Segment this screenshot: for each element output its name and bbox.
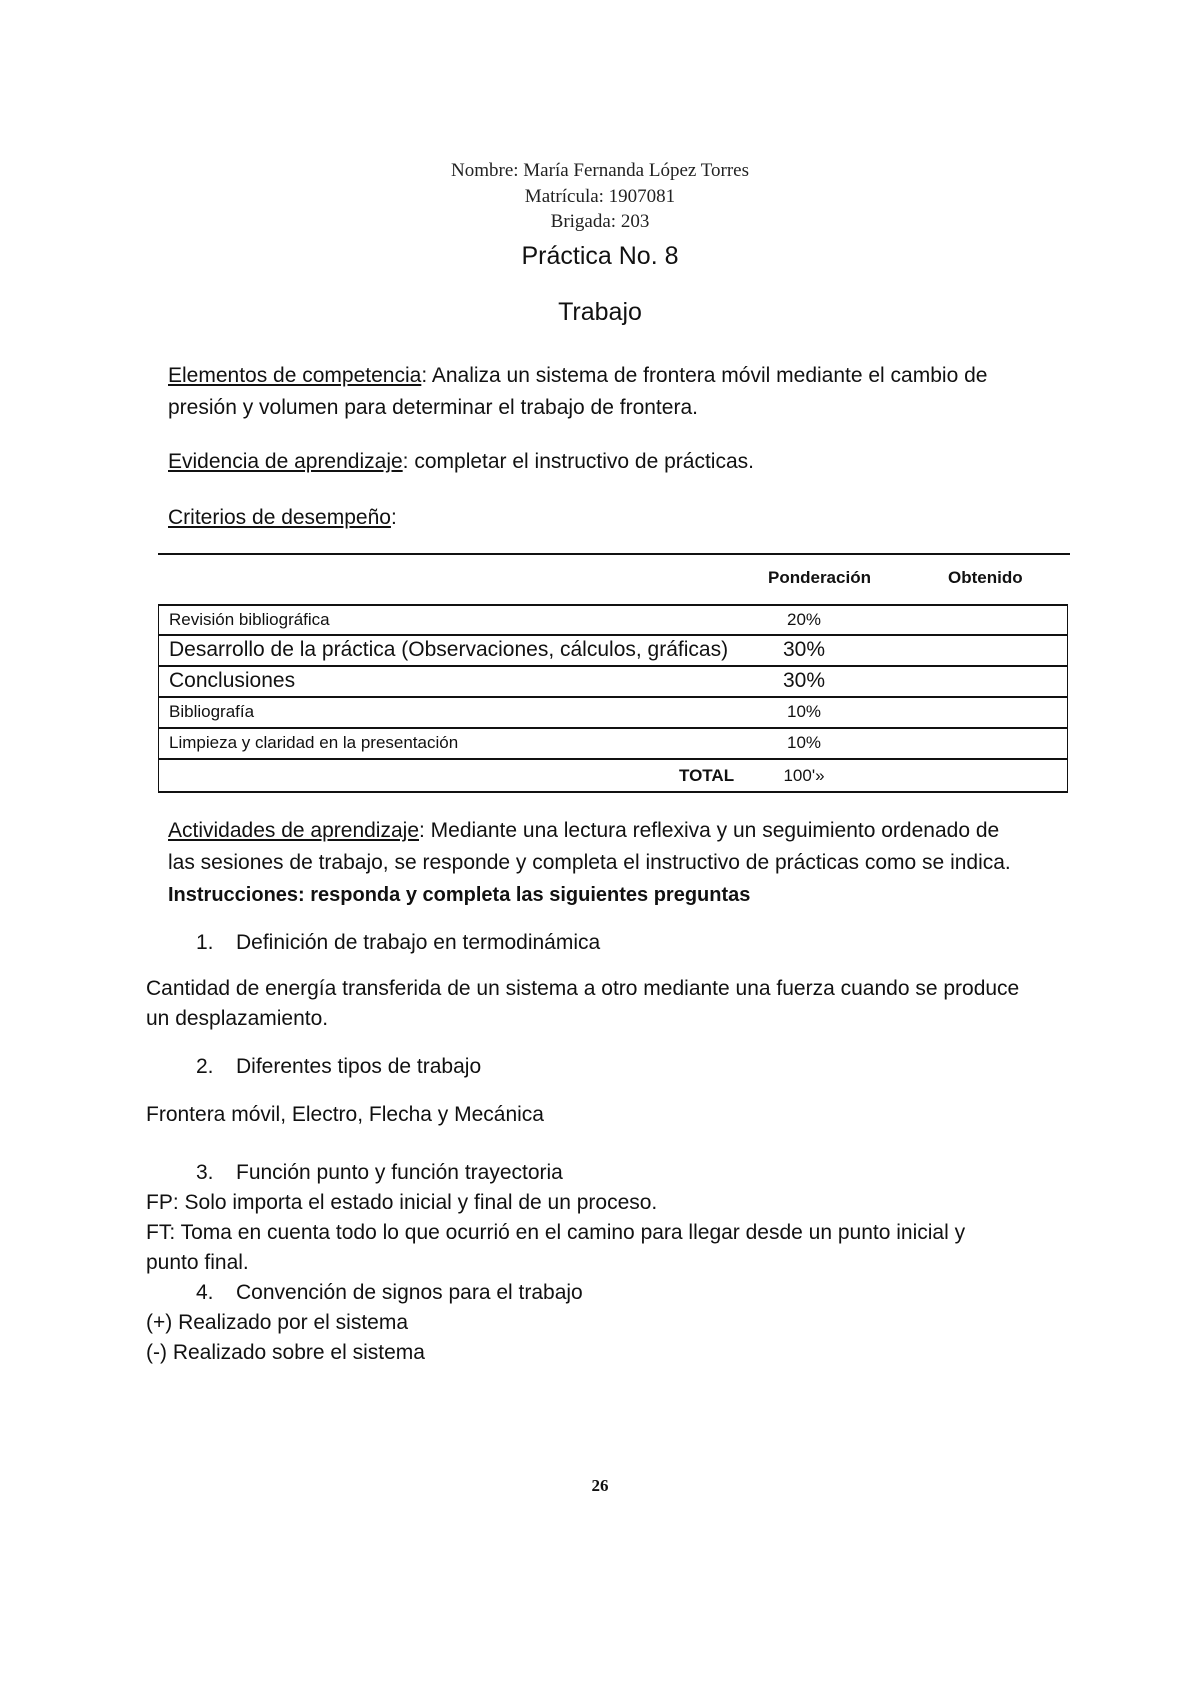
total-label: TOTAL <box>679 766 735 785</box>
criterios-label: Criterios de desempeño <box>168 506 391 529</box>
table-row <box>158 606 1068 636</box>
student-id: Matrícula: 1907081 <box>524 186 676 207</box>
answer-line: FP: Solo importa el estado inicial y final de un proceso. <box>146 1191 658 1214</box>
row-value: 20% <box>786 610 822 629</box>
question-number: 4. <box>196 1281 214 1304</box>
criterios-colon: : <box>390 506 397 529</box>
answer-1 <box>146 974 1086 1034</box>
col-header-ponderacion: Ponderación <box>768 568 871 587</box>
question-3 <box>196 1158 563 1188</box>
brigade: Brigada: 203 <box>550 211 650 232</box>
question-text: Función punto y función trayectoria <box>236 1161 563 1184</box>
answer-line: FT: Toma en cuenta todo lo que ocurrió en el camino para llegar desde un punto inicial y <box>146 1221 966 1244</box>
answer-line: (-) Realizado sobre el sistema <box>146 1341 425 1364</box>
table-row <box>158 729 1068 760</box>
page-subtitle: Trabajo <box>558 298 642 326</box>
student-name: Nombre: María Fernanda López Torres <box>451 160 749 181</box>
question-4 <box>196 1278 583 1308</box>
question-number: 2. <box>196 1055 214 1078</box>
table-row <box>158 698 1068 729</box>
answer-line: punto final. <box>146 1251 249 1274</box>
table-total-row <box>158 760 1068 793</box>
row-value: 10% <box>786 733 822 752</box>
row-label: Limpieza y claridad en la presentación <box>169 733 459 752</box>
question-text: Definición de trabajo en termodinámica <box>236 931 601 954</box>
row-label: Bibliografía <box>169 702 255 721</box>
table-row <box>158 667 1068 698</box>
answer-3 <box>146 1188 1086 1278</box>
question-2 <box>196 1052 481 1082</box>
actividades-label: Actividades de aprendizaje <box>168 819 419 842</box>
answer-line: Frontera móvil, Electro, Flecha y Mecánica <box>146 1103 544 1126</box>
actividades-text-2: las sesiones de trabajo, se responde y completa el instructivo de prácticas como se indica. <box>168 851 1011 874</box>
instrucciones: Instrucciones: responda y completa las siguientes preguntas <box>168 884 751 906</box>
row-label: Revisión bibliográfica <box>169 610 330 629</box>
row-value: 30% <box>782 669 826 692</box>
page-number: 26 <box>591 1476 609 1495</box>
table-top-rule <box>158 553 1070 555</box>
answer-line: (+) Realizado por el sistema <box>146 1311 409 1334</box>
elementos-competencia <box>168 360 1068 424</box>
elementos-text-2: presión y volumen para determinar el trabajo de frontera. <box>168 396 698 419</box>
actividades-aprendizaje <box>168 815 1068 879</box>
row-label: Desarrollo de la práctica (Observaciones, cálculos, gráficas) <box>169 638 729 661</box>
row-label: Conclusiones <box>169 669 296 692</box>
evidencia-aprendizaje <box>168 446 1068 478</box>
col-header-obtenido: Obtenido <box>948 568 1023 587</box>
actividades-text-1: : Mediante una lectura reflexiva y un seguimiento ordenado de <box>419 819 1000 842</box>
elementos-label: Elementos de competencia <box>168 364 422 387</box>
criterios-desempeno <box>168 502 1068 534</box>
evidencia-text: : completar el instructivo de prácticas. <box>402 450 754 473</box>
elementos-text-1: : Analiza un sistema de frontera móvil mediante el cambio de <box>421 364 988 387</box>
answer-2 <box>146 1100 544 1130</box>
evidencia-label: Evidencia de aprendizaje <box>168 450 403 473</box>
answer-line: Cantidad de energía transferida de un sistema a otro mediante una fuerza cuando se produce <box>146 977 1020 1000</box>
question-number: 3. <box>196 1161 214 1184</box>
question-number: 1. <box>196 931 214 954</box>
question-text: Convención de signos para el trabajo <box>236 1281 583 1304</box>
answer-line: un desplazamiento. <box>146 1007 329 1030</box>
question-1 <box>196 928 600 958</box>
answer-4 <box>146 1308 425 1368</box>
row-value: 30% <box>782 638 826 661</box>
total-value: 100'» <box>783 766 825 785</box>
row-value: 10% <box>786 702 822 721</box>
page-title: Práctica No. 8 <box>521 242 679 270</box>
question-text: Diferentes tipos de trabajo <box>236 1055 482 1078</box>
table-row <box>158 636 1068 667</box>
